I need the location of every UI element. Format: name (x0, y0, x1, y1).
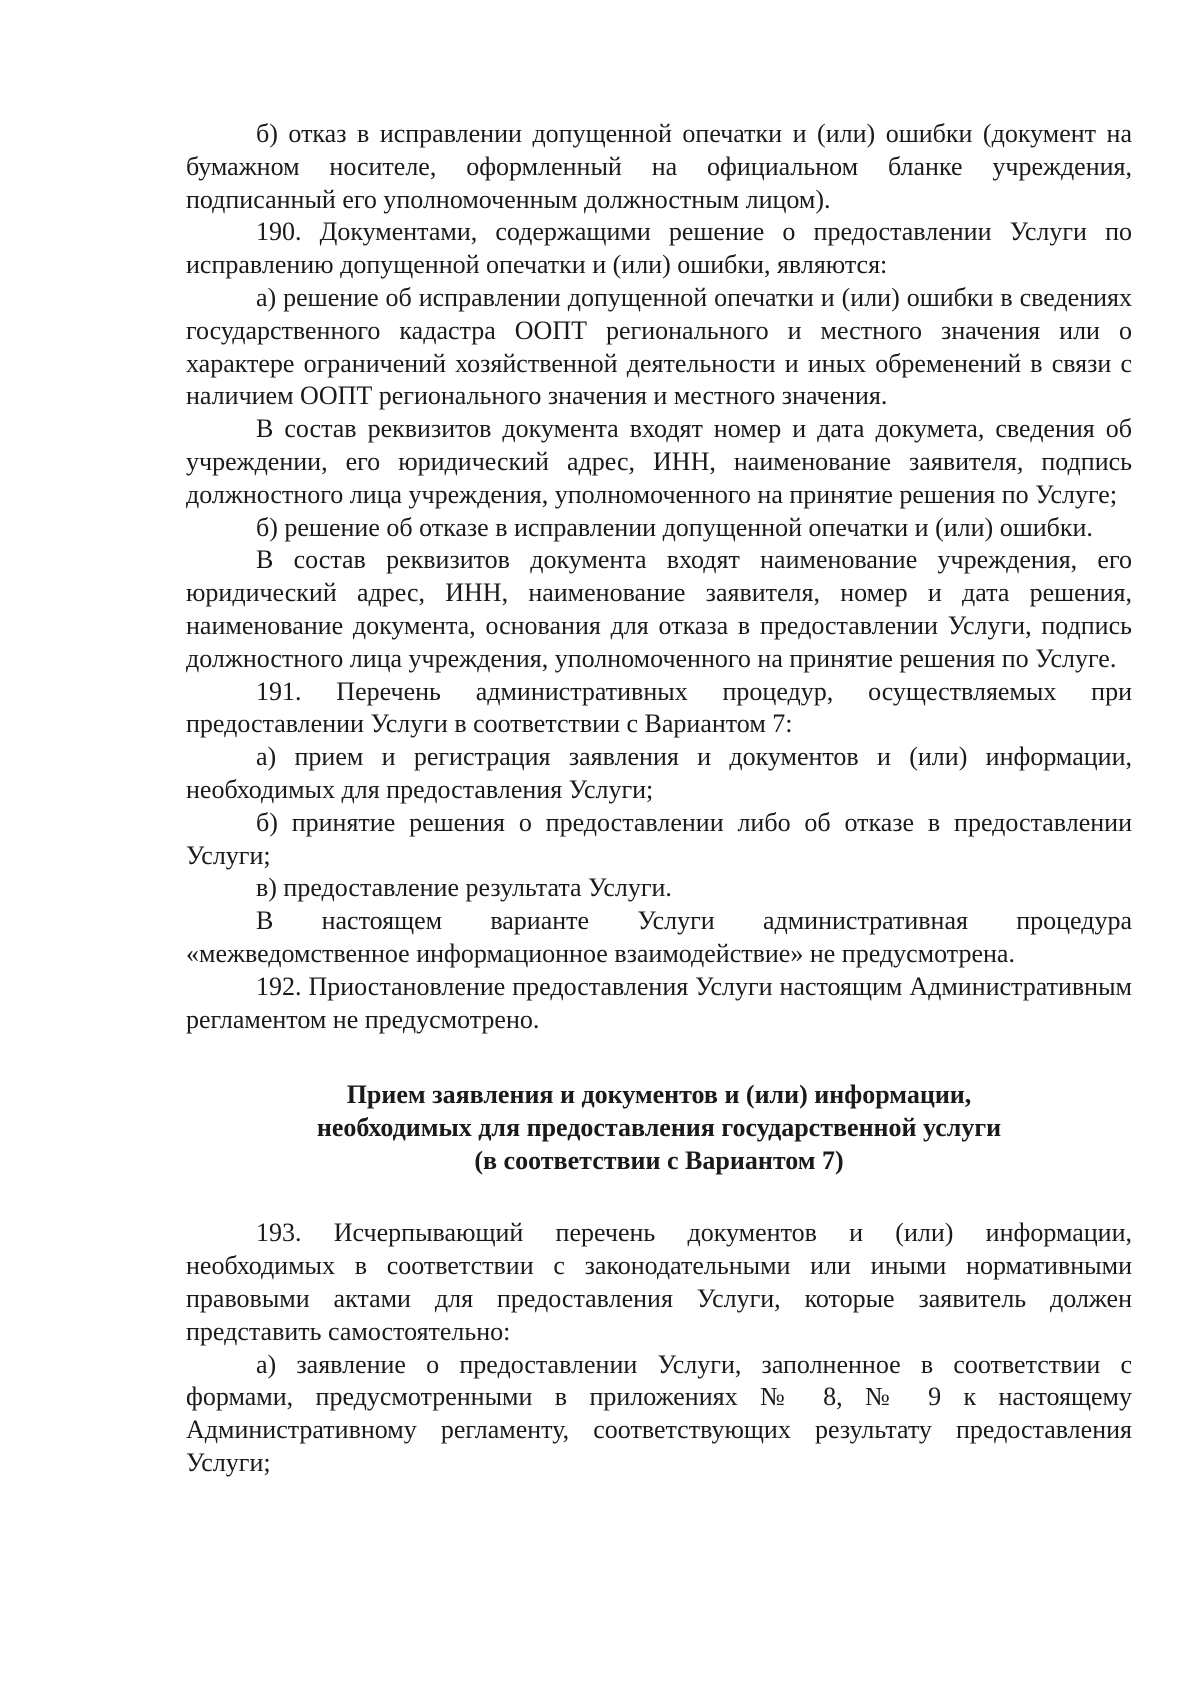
section-heading-line-2: необходимых для предоставления государственной услуги (316, 1113, 1002, 1143)
section-heading (186, 1078, 1132, 1177)
paragraph-193: 193. Исчерпывающий перечень документов и (или) информации, необходимых в соответствии с законодательными или иными нормативными правовыми актами для предоставления Услуги, которые заявитель должен представить самостоятельно: (186, 1218, 1132, 1346)
paragraph-191-v: в) предоставление результата Услуги. (256, 873, 672, 903)
paragraph-192: 192. Приостановление предоставления Услуги настоящим Административным регламентом не предусмотрено. (186, 971, 1132, 1034)
paragraph-191-b: б) принятие решения о предоставлении либо об отказе в предоставлении Услуги; (186, 807, 1132, 870)
paragraph-190-b: б) решение об отказе в исправлении допущенной опечатки и (или) ошибки. (256, 512, 1093, 542)
paragraph-refusal-document: б) отказ в исправлении допущенной опечатки и (или) ошибки (документ на бумажном носителе, оформленный на официальном бланке учреждения, подписанный его уполномоченным должностным лицом). (186, 119, 1132, 214)
paragraph-191: 191. Перечень административных процедур, осуществляемых при предоставлении Услуги в соответствии с Вариантом 7: (186, 676, 1132, 739)
document-body (186, 118, 1132, 1480)
paragraph-190: 190. Документами, содержащими решение о предоставлении Услуги по исправлению допущенной опечатки и (или) ошибки, являются: (186, 217, 1132, 280)
paragraph-191-a: а) прием и регистрация заявления и документов и (или) информации, необходимых для предоставления Услуги; (186, 742, 1132, 804)
section-heading-line-3: (в соответствии с Вариантом 7) (474, 1146, 844, 1176)
paragraph-193-a: а) заявление о предоставлении Услуги, заполненное в соответствии с формами, предусмотренными в приложениях № 8, № 9 к настоящему Административному регламенту, соответствующих результату предоставления Услуги; (186, 1349, 1132, 1477)
paragraph-requisites-decision: В состав реквизитов документа входят номер и дата докумета, сведения об учреждении, его юридический адрес, ИНН, наименование заявителя, подпись должностного лица учреждения, уполномоченного на принятие решения по Услуге; (186, 414, 1132, 509)
paragraph-interagency: В настоящем варианте Услуги административная процедура «межведомственное информационное взаимодействие» не предусмотрена. (186, 906, 1132, 968)
section-heading-line-1: Прием заявления и документов и (или) информации, (346, 1080, 972, 1110)
paragraph-requisites-refusal: В состав реквизитов документа входят наименование учреждения, его юридический адрес, ИНН, наименование заявителя, номер и дата решения, наименование документа, основания для отказа в предоставлении Услуги, подпись должностного лица учреждения, уполномоченного на принятие решения по Услуге. (186, 545, 1132, 673)
paragraph-190-a: а) решение об исправлении допущенной опечатки и (или) ошибки в сведениях государственного кадастра ООПТ регионального и местного значения или о характере ограничений хозяйственной деятельности и иных обременений в связи с наличием ООПТ регионального значения и местного значения. (186, 282, 1132, 411)
